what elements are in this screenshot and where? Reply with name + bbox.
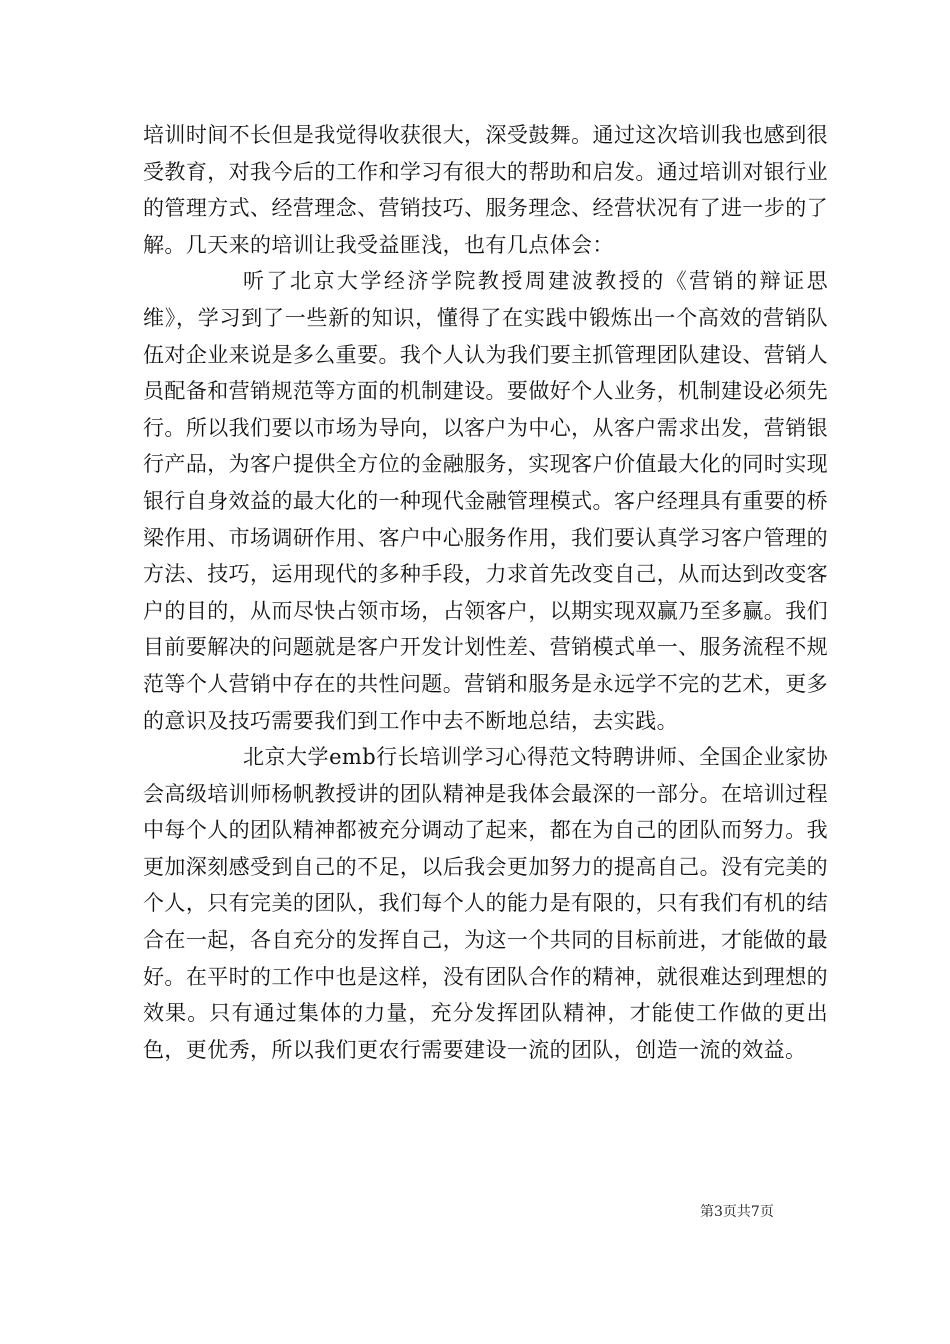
paragraph-intro: 培训时间不长但是我觉得收获很大，深受鼓舞。通过这次培训我也感到很受教育，对我今后的工作和学习有很大的帮助和启发。通过培训对银行业的管理方式、经营理念、营销技巧、服务理念、经营状况有了进一步的了解。几天来的培训让我受益匪浅，也有几点体会：: [143, 123, 828, 257]
document-body: [143, 117, 828, 1068]
page-number-footer: 第3页共7页: [700, 1204, 774, 1220]
paragraph-teamwork: 北京大学emb行长培训学习心得范文特聘讲师、全国企业家协会高级培训师杨帆教授讲的团队精神是我体会最深的一部分。在培训过程中每个人的团队精神都被充分调动了起来，都在为自己的团队而努力。我更加深刻感受到自己的不足，以后我会更加努力的提高自己。没有完美的个人，只有完美的团队，我们每个人的能力是有限的，只有我们有机的结合在一起，各自充分的发挥自己，为这一个共同的目标前进，才能做的最好。在平时的工作中也是这样，没有团队合作的精神，就很难达到理想的效果。只有通过集体的力量，充分发挥团队精神，才能使工作做的更出色，更优秀，所以我们更农行需要建设一流的团队，创造一流的效益。: [143, 745, 828, 1062]
paragraph-marketing: 听了北京大学经济学院教授周建波教授的《营销的辩证思维》，学习到了一些新的知识，懂得了在实践中锻炼出一个高效的营销队伍对企业来说是多么重要。我个人认为我们要主抓管理团队建设、营销人员配备和营销规范等方面的机制建设。要做好个人业务，机制建设必须先行。所以我们要以市场为导向，以客户为中心，从客户需求出发，营销银行产品，为客户提供全方位的金融服务，实现客户价值最大化的同时实现银行自身效益的最大化的一种现代金融管理模式。客户经理具有重要的桥梁作用、市场调研作用、客户中心服务作用，我们要认真学习客户管理的方法、技巧，运用现代的多种手段，力求首先改变自己，从而达到改变客户的目的，从而尽快占领市场，占领客户，以期实现双赢乃至多赢。我们目前要解决的问题就是客户开发计划性差、营销模式单一、服务流程不规范等个人营销中存在的共性问题。营销和服务是永远学不完的艺术，更多的意识及技巧需要我们到工作中去不断地总结，去实践。: [143, 269, 828, 733]
